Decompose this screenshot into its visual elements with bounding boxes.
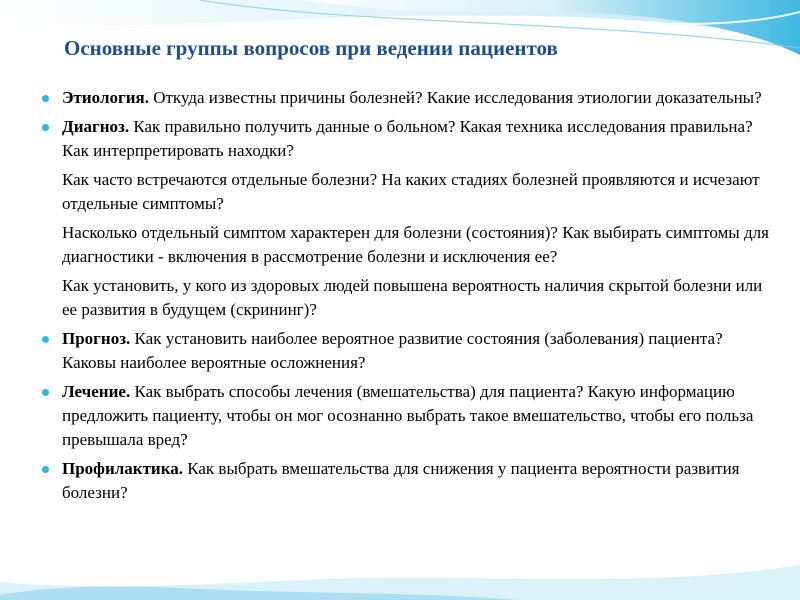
- item-text: Как установить наиболее вероятное развитие состояния (заболевания) пациента? Каковы наиболее вероятные осложнения?: [62, 329, 723, 372]
- item-text: Как часто встречаются отдельные болезни? На каких стадиях болезней проявляются и исчезают отдельные симптомы?: [62, 170, 760, 213]
- list-item-prevention: [40, 457, 775, 505]
- item-text: Откуда известны причины болезней? Какие исследования этиологии доказательны?: [148, 88, 762, 107]
- term-label: Лечение.: [62, 382, 131, 401]
- sub-paragraph: [40, 274, 775, 322]
- term-label: Этиология.: [62, 88, 149, 107]
- bullet-icon: [42, 466, 49, 473]
- item-text: Как правильно получить данные о больном? Какая техника исследования правильна? Как интерпретировать находки?: [62, 117, 753, 160]
- item-text: Как выбрать вмешательства для снижения у пациента вероятности развития болезни?: [62, 459, 740, 502]
- list-item-etiology: [40, 86, 775, 110]
- bullet-icon: [42, 95, 49, 102]
- term-label: Профилактика.: [62, 459, 184, 478]
- term-label: Прогноз.: [62, 329, 131, 348]
- slide-title: Основные группы вопросов при ведении пациентов: [64, 36, 558, 60]
- list-item-diagnosis: [40, 115, 775, 163]
- sub-paragraph: [40, 221, 775, 269]
- sub-paragraph: [40, 168, 775, 216]
- bullet-icon: [42, 124, 49, 131]
- bullet-icon: [42, 389, 49, 396]
- item-text: Насколько отдельный симптом характерен для болезни (состояния)? Как выбирать симптомы для диагностики - включения в рассмотрение болезни и исключения ее?: [62, 223, 769, 266]
- list-item-prognosis: [40, 327, 775, 375]
- list-item-treatment: [40, 380, 775, 452]
- bullet-icon: [42, 336, 49, 343]
- item-text: Как выбрать способы лечения (вмешательства) для пациента? Какую информацию предложить пациенту, чтобы он мог осознанно выбрать такое вмешательство, чтобы его польза превышала вред?: [62, 382, 754, 449]
- item-text: Как установить, у кого из здоровых людей повышена вероятность наличия скрытой болезни или ее развития в будущем (скрининг)?: [62, 276, 763, 319]
- content-list: [40, 86, 775, 510]
- term-label: Диагноз.: [62, 117, 130, 136]
